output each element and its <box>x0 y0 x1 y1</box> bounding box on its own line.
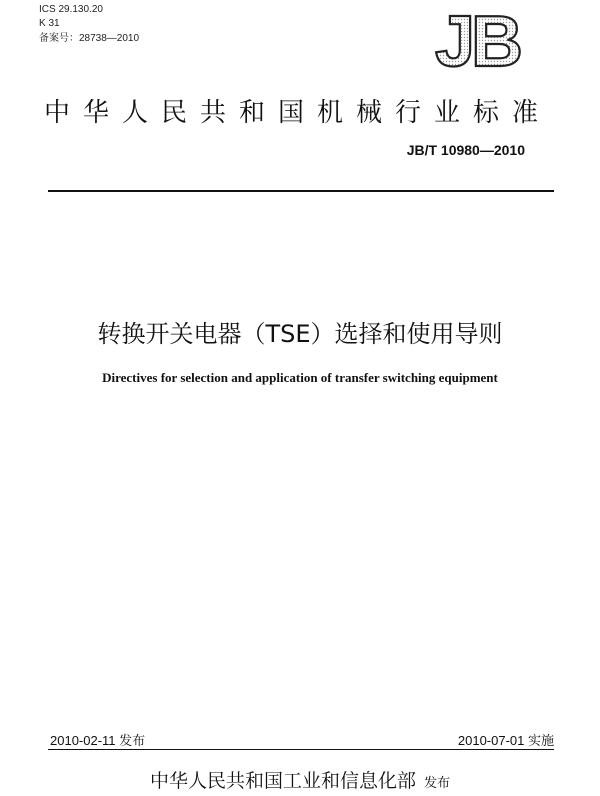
top-divider <box>48 190 554 192</box>
ics-code: ICS 29.130.20 <box>39 4 103 15</box>
standard-organization: 中华人民共和国机械行业标准 <box>44 98 552 128</box>
svg-text:JB: JB <box>434 6 520 72</box>
document-title-chinese: 转换开关电器（TSE）选择和使用导则 <box>97 320 503 348</box>
classification-code: K 31 <box>39 18 60 29</box>
issuing-authority <box>0 766 600 793</box>
issuer-name: 中华人民共和国工业和信息化部 <box>149 770 416 792</box>
implementation-date: 2010-07-01 实施 <box>457 733 554 748</box>
document-title-english: Directives for selection and application of transfer switching equipment <box>102 370 498 385</box>
jb-logo <box>418 6 536 72</box>
standard-number: JB/T 10980—2010 <box>406 142 525 158</box>
bottom-divider <box>48 749 554 750</box>
issue-date: 2010-02-11 发布 <box>50 733 146 748</box>
registration-number: 备案号：28738—2010 <box>39 33 140 44</box>
issuer-suffix: 发布 <box>424 776 451 791</box>
